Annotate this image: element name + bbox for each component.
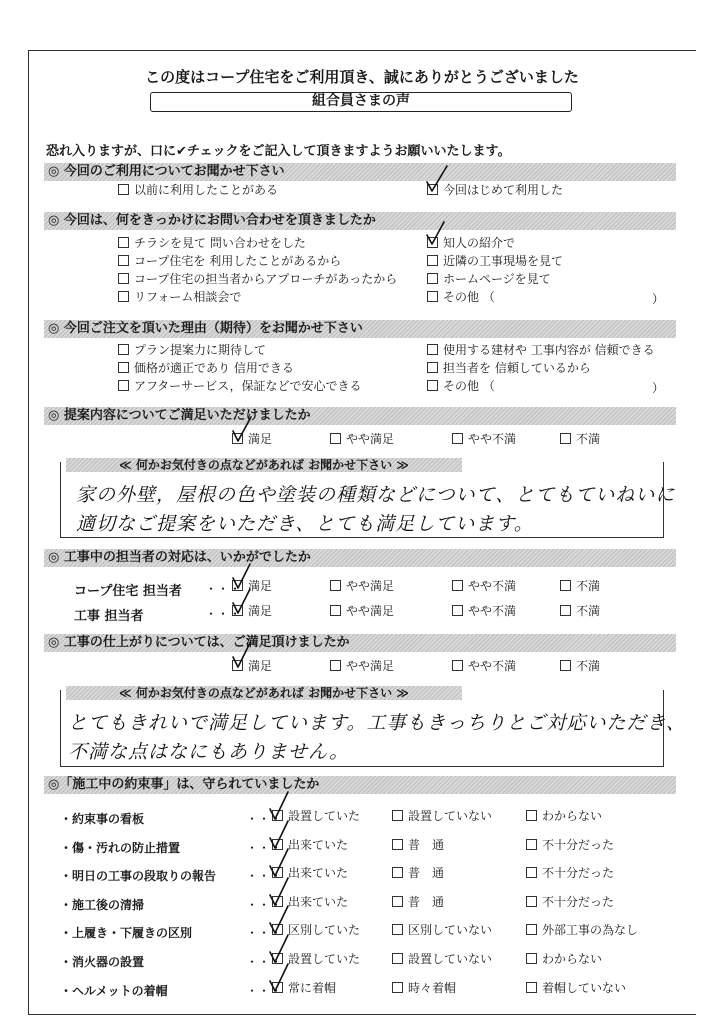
q3-option-trust-staff[interactable]: 担当者を 信頼しているから — [427, 361, 591, 375]
check-q7-4 — [270, 878, 288, 905]
q7-row-option[interactable]: 区別していない — [392, 923, 492, 937]
q3-option-after-service[interactable]: アフターサービス，保証などで安心できる — [118, 379, 362, 393]
q7-row-dots: ・・・ — [246, 812, 283, 826]
q6-option-somewhat-satisfied[interactable]: やや満足 — [330, 659, 394, 673]
form-subtitle: 組合員さまの声 — [150, 92, 572, 112]
q7-row-option[interactable]: 設置していた — [272, 952, 360, 966]
q7-row-option[interactable]: 普 通 — [392, 838, 444, 852]
q7-row-label: ・傷・汚れの防止措置 — [60, 840, 181, 855]
q2-option-used-before[interactable]: コープ住宅を 利用したことがあるから — [118, 254, 341, 268]
q3-option-plan[interactable]: プラン提案力に期待して — [118, 343, 266, 357]
q2-option-approach[interactable]: コープ住宅の担当者からアプローチがあったから — [118, 272, 397, 286]
q7-row-dots: ・・・ — [246, 869, 283, 884]
q7-row-label: ・施工後の清掃 — [60, 897, 145, 912]
q7-row-option[interactable]: 着帽していない — [526, 981, 626, 995]
check-q2 — [427, 222, 444, 244]
q7-row-option[interactable]: 普 通 — [392, 895, 444, 909]
q7-row-option[interactable]: 時々着帽 — [392, 981, 456, 995]
q5-dots-1: ・・・ — [205, 582, 242, 596]
comment-box-2-heading: ≪ 何かお気付きの点などがあれば お聞かせ下さい ≫ — [66, 686, 462, 700]
q7-row-dots: ・・・ — [246, 983, 283, 998]
q7-row-label: ・消火器の設置 — [60, 955, 145, 969]
q6-heading: ◎ 工事の仕上がりについては、ご満足頂けましたか — [44, 634, 676, 652]
q5-coop-somewhat-dissatisfied[interactable]: やや不満 — [452, 579, 516, 593]
q2-option-nearby-site[interactable]: 近隣の工事現場を見て — [427, 254, 563, 268]
q7-row-dots: ・・・ — [246, 897, 283, 912]
q5-row-construction-staff: 工事 担当者 — [74, 609, 144, 624]
q7-row-option[interactable]: 設置していない — [392, 952, 492, 966]
comment-2-line-2: 不満な点はなにもありません。 — [68, 741, 350, 763]
q5-coop-satisfied[interactable]: 満足 — [232, 579, 272, 593]
q7-row-option[interactable]: 常に着帽 — [272, 981, 336, 995]
q7-heading: ◎「施工中の約束事」は、守られていましたか — [44, 776, 676, 794]
q1-heading: ◎ 今回のご利用についてお聞かせ下さい — [44, 163, 676, 181]
q3-heading: ◎ 今回ご注文を頂いた理由（期待）をお聞かせ下さい — [44, 320, 676, 338]
q4-option-somewhat-satisfied[interactable]: やや満足 — [330, 432, 394, 446]
q3-paren-close: ） — [652, 381, 665, 395]
q7-row-label: ・ヘルメットの着帽 — [60, 983, 168, 998]
q1-option-first-time[interactable]: 今回はじめて利用した — [427, 183, 563, 197]
q7-row-option[interactable]: 不十分だった — [526, 838, 614, 852]
q7-row-option[interactable]: わからない — [526, 952, 602, 966]
check-q7-7 — [270, 964, 288, 991]
q3-option-other[interactable]: その他 （ — [427, 379, 495, 393]
check-q4 — [233, 417, 251, 441]
q4-option-satisfied[interactable]: 満足 — [232, 432, 272, 446]
check-q7-6 — [270, 935, 288, 962]
q5-coop-somewhat-satisfied[interactable]: やや満足 — [330, 579, 394, 593]
check-q5-coop — [233, 564, 250, 588]
q7-row-option[interactable]: 設置していた — [272, 809, 360, 823]
comment-1-line-1: 家の外壁，屋根の色や塗装の種類などについて、とてもていねいに — [76, 484, 676, 506]
q7-row-option[interactable]: 不十分だった — [526, 895, 614, 909]
q7-row-dots: ・・・ — [246, 955, 283, 969]
q7-row-label: ・約束事の看板 — [60, 812, 145, 826]
q7-row-option[interactable]: わからない — [526, 809, 602, 823]
q5-construction-somewhat-dissatisfied[interactable]: やや不満 — [452, 604, 516, 618]
q7-row-label: ・上履き・下履きの区別 — [60, 926, 193, 941]
q5-coop-dissatisfied[interactable]: 不満 — [560, 579, 600, 593]
q6-option-dissatisfied[interactable]: 不満 — [560, 659, 600, 673]
q7-row-option[interactable]: 出来ていた — [272, 866, 348, 880]
q3-option-price[interactable]: 価格が適正であり 信用できる — [118, 361, 294, 375]
check-q7-3 — [270, 849, 288, 876]
q7-row-option[interactable]: 不十分だった — [526, 866, 614, 880]
q7-row-option[interactable]: 設置していない — [392, 809, 492, 823]
check-q7-2 — [270, 821, 288, 848]
q2-option-other[interactable]: その他 （ — [427, 290, 495, 304]
page-title: この度はコープ住宅をご利用頂き、誠にありがとうございました — [145, 68, 579, 86]
q4-heading: ◎ 提案内容についてご満足いただけましたか — [44, 407, 676, 425]
q2-heading: ◎ 今回は、何をきっかけにお問い合わせを頂きましたか — [44, 212, 676, 230]
comment-box-1-heading: ≪ 何かお気付きの点などがあれば お聞かせ下さい ≫ — [66, 458, 462, 472]
q5-construction-satisfied[interactable]: 満足 — [232, 604, 272, 618]
check-q7-1 — [270, 792, 288, 819]
q7-row-option[interactable]: 区別していた — [272, 923, 360, 937]
q2-paren-close: ） — [652, 292, 665, 306]
comment-1-line-2: 適切なご提案をいただき、とても満足しています。 — [76, 513, 534, 535]
q2-option-reform-consult[interactable]: リフォーム相談会で — [118, 290, 241, 304]
q3-option-materials[interactable]: 使用する建材や 工事内容が 信頼できる — [427, 343, 655, 357]
q2-option-homepage[interactable]: ホームページを見て — [427, 272, 551, 286]
check-q5-construction — [233, 589, 250, 613]
q6-option-satisfied[interactable]: 満足 — [232, 659, 272, 673]
intro-text: 恐れ入りますが、口に✔チェックをご記入して頂きますようお願いいたします。 — [46, 144, 511, 159]
q6-option-somewhat-dissatisfied[interactable]: やや不満 — [452, 659, 516, 673]
q5-heading: ◎ 工事中の担当者の対応は、いかがでしたか — [44, 549, 676, 567]
q7-row-option[interactable]: 出来ていた — [272, 838, 348, 852]
comment-2-line-1: とてもきれいで満足しています。工事もきっちりとご対応いただき、 — [68, 712, 686, 734]
q7-row-option[interactable]: 外部工事の為なし — [526, 923, 638, 937]
q7-row-dots: ・・・ — [246, 840, 283, 855]
q2-option-referral[interactable]: 知人の紹介で — [427, 236, 515, 250]
q5-construction-somewhat-satisfied[interactable]: やや満足 — [330, 604, 394, 618]
q1-option-previous[interactable]: 以前に利用したことがある — [118, 183, 278, 197]
q5-row-coop-staff: コープ住宅 担当者 — [74, 584, 182, 599]
q7-row-option[interactable]: 普 通 — [392, 866, 444, 880]
check-q6 — [233, 643, 250, 667]
q4-option-dissatisfied[interactable]: 不満 — [560, 432, 600, 446]
q2-option-flyer[interactable]: チラシを見て 問い合わせをした — [118, 236, 306, 250]
q7-row-label: ・明日の工事の段取りの報告 — [60, 869, 217, 884]
q7-row-option[interactable]: 出来ていた — [272, 895, 348, 909]
q7-row-dots: ・・・ — [246, 926, 283, 941]
check-q1 — [427, 166, 447, 191]
q4-option-somewhat-dissatisfied[interactable]: やや不満 — [452, 432, 516, 446]
check-q7-5 — [270, 906, 288, 933]
q5-construction-dissatisfied[interactable]: 不満 — [560, 604, 600, 618]
q5-dots-2: ・・・ — [205, 607, 242, 621]
